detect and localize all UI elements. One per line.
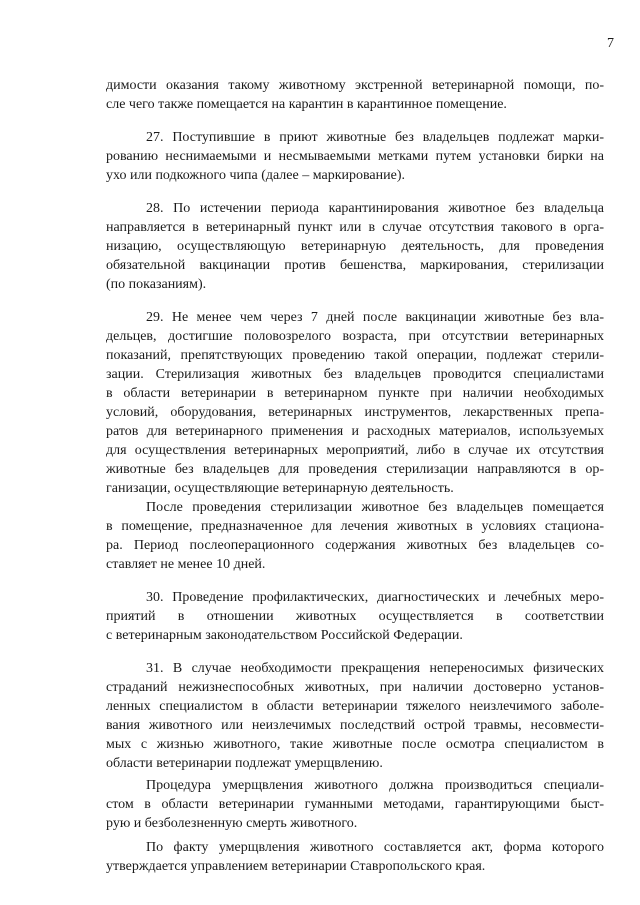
text-line: Процедура умерщвления животного должна производиться специали- bbox=[146, 778, 604, 793]
text-line: животные без владельцев для проведения стерилизации направляются в ор- bbox=[106, 462, 604, 477]
text-line: утверждается управлением ветеринарии Ставропольского края. bbox=[106, 859, 486, 874]
text-line: вания животного или неизлечимых последствий острой травмы, несовмести- bbox=[106, 718, 604, 733]
text-line: обязательной вакцинации против бешенства, маркирования, стерилизации bbox=[106, 258, 604, 273]
text-line: приятий в отношении животных осуществляется в соответствии bbox=[106, 609, 604, 624]
text-line: 27. Поступившие в приют животные без владельцев подлежат марки- bbox=[146, 130, 604, 145]
text-line: с ветеринарным законодательством Российской Федерации. bbox=[106, 628, 463, 643]
text-line: для осуществления ветеринарных мероприятий, либо в случае их отсутствия bbox=[106, 443, 604, 458]
text-line: 30. Проведение профилактических, диагностических и лечебных меро- bbox=[146, 590, 604, 605]
text-line: (по показаниям). bbox=[106, 277, 207, 292]
text-line: стом в области ветеринарии гуманными методами, гарантирующими быст- bbox=[106, 797, 604, 812]
text-line: ганизации, осуществляющие ветеринарную деятельность. bbox=[106, 481, 454, 496]
page-number: 7 bbox=[607, 36, 614, 51]
text-line: сле чего также помещается на карантин в карантинное помещение. bbox=[106, 97, 507, 112]
text-line: низацию, осуществляющую ветеринарную деятельность, для проведения bbox=[106, 239, 604, 254]
text-line: 31. В случае необходимости прекращения непереносимых физических bbox=[146, 661, 604, 676]
text-line: области ветеринарии подлежат умерщвлению. bbox=[106, 756, 383, 771]
text-line: рую и безболезненную смерть животного. bbox=[106, 816, 358, 831]
text-line: 28. По истечении периода карантинирования животное без владельца bbox=[146, 201, 604, 216]
text-line: ставляет не менее 10 дней. bbox=[106, 557, 266, 572]
text-line: ратов для ветеринарного применения и расходных материалов, используемых bbox=[106, 424, 604, 439]
text-line: в области ветеринарии в ветеринарном пункте при наличии необходимых bbox=[106, 386, 604, 401]
text-line: направляется в ветеринарный пункт или в случае отсутствия такового в орга- bbox=[106, 220, 604, 235]
text-line: ленных специалистом в области ветеринарии тяжелого неизлечимого заболе- bbox=[106, 699, 604, 714]
text-line: По факту умерщвления животного составляется акт, форма которого bbox=[146, 840, 604, 855]
text-line: димости оказания такому животному экстренной ветеринарной помощи, по- bbox=[106, 78, 604, 93]
text-line: ухо или подкожного чипа (далее – маркирование). bbox=[106, 168, 405, 183]
text-line: дельцев, достигшие половозрелого возраста, при отсутствии ветеринарных bbox=[106, 329, 604, 344]
text-line: После проведения стерилизации животное без владельцев помещается bbox=[146, 500, 604, 515]
text-line: 29. Не менее чем через 7 дней после вакцинации животные без вла- bbox=[146, 310, 604, 325]
text-line: мых с жизнью животного, такие животные после осмотра специалистом в bbox=[106, 737, 604, 752]
text-line: зации. Стерилизация животных без владельцев проводится специалистами bbox=[106, 367, 604, 382]
text-line: ра. Период послеоперационного содержания животных без владельцев со- bbox=[106, 538, 604, 553]
text-line: условий, оборудования, ветеринарных инструментов, лекарственных препа- bbox=[106, 405, 604, 420]
text-line: в помещение, предназначенное для лечения животных в условиях стациона- bbox=[106, 519, 604, 534]
text-line: рованию неснимаемыми и несмываемыми метками путем установки бирки на bbox=[106, 149, 604, 164]
text-line: показаний, препятствующих проведению такой операции, подлежат стерили- bbox=[106, 348, 604, 363]
text-line: страданий нежизнеспособных животных, при наличии достоверно установ- bbox=[106, 680, 604, 695]
